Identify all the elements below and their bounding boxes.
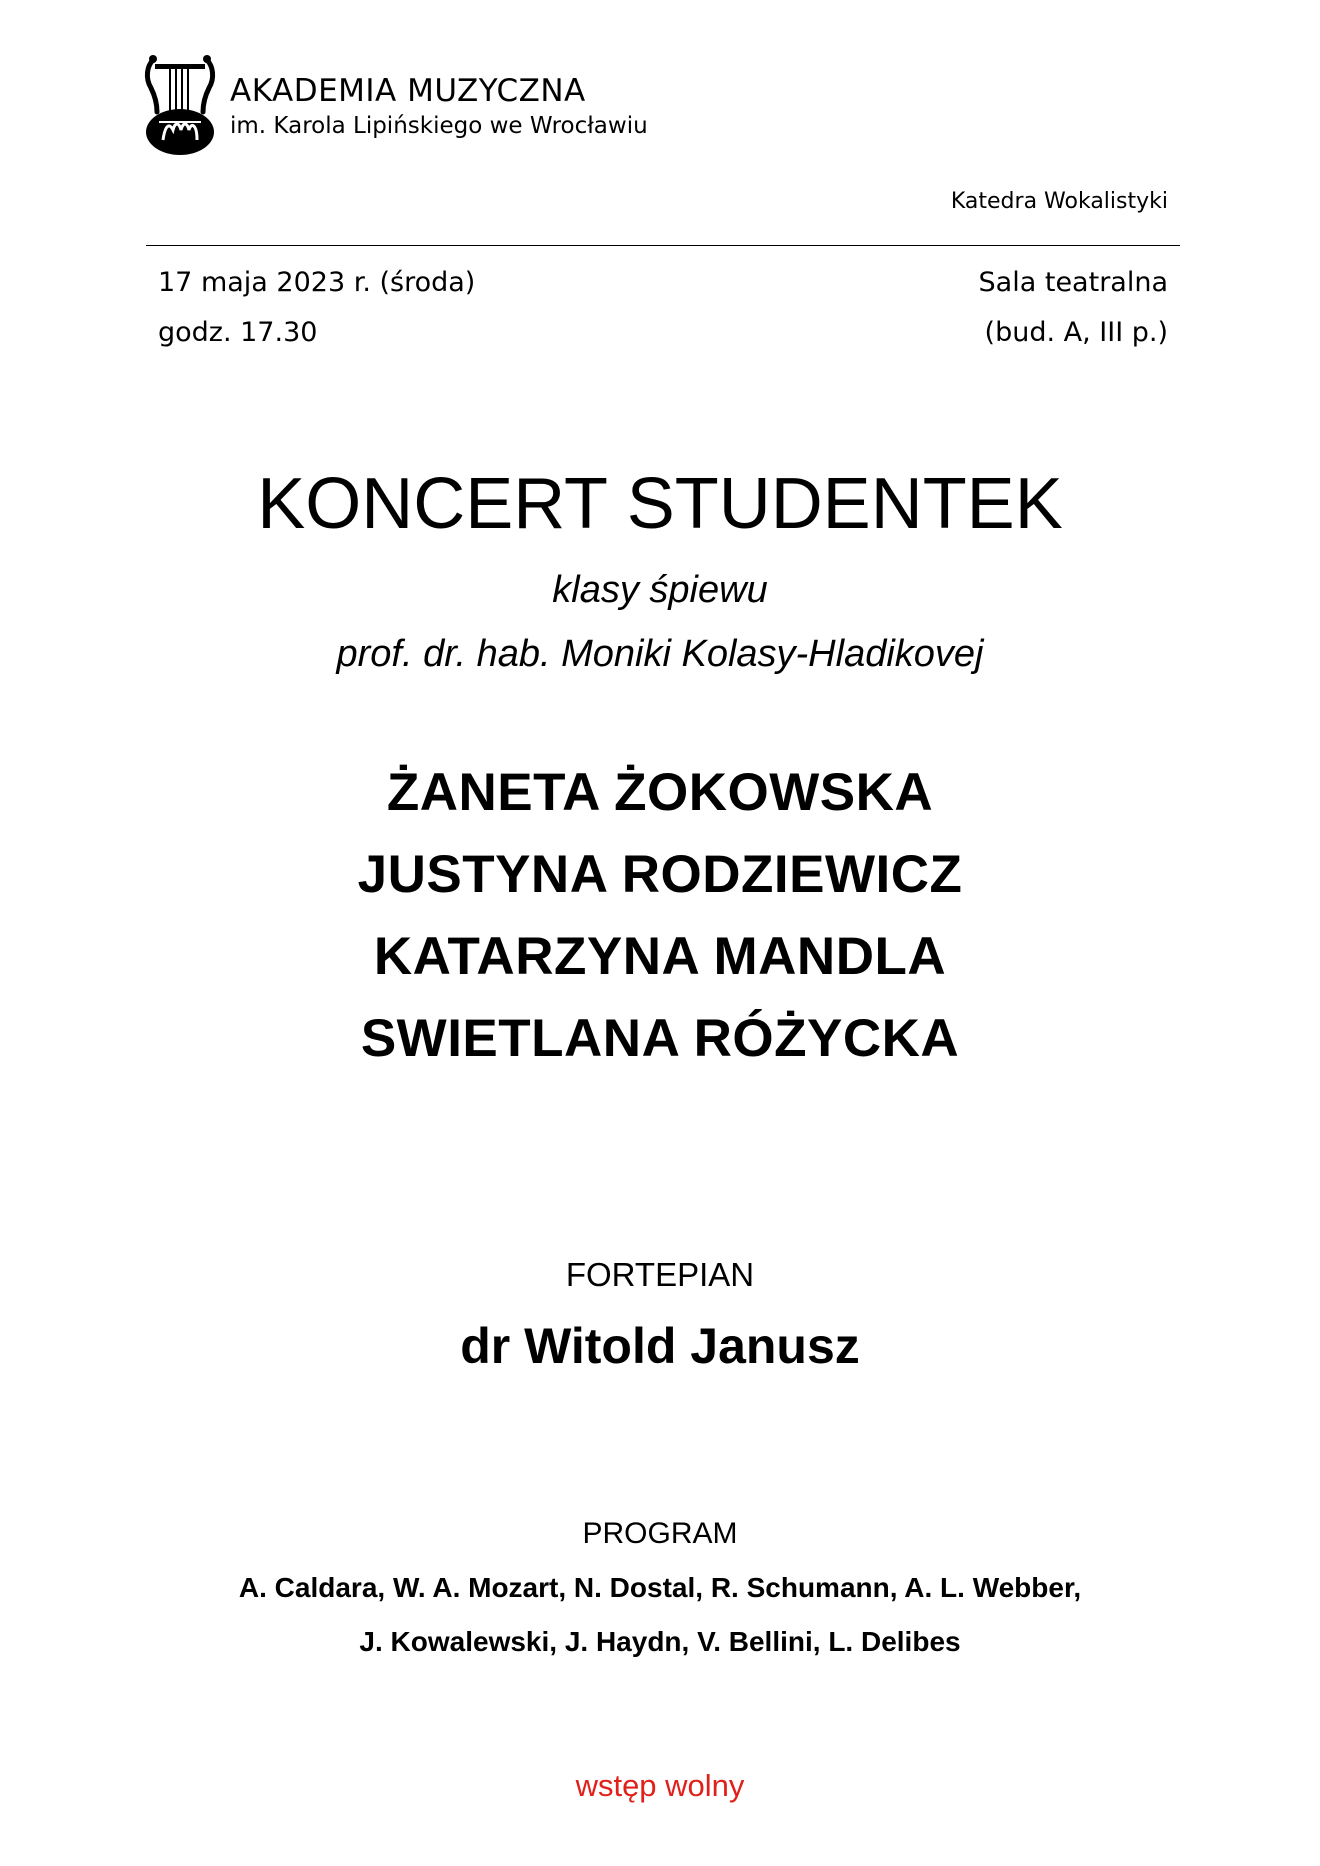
program-composers-line: J. Kowalewski, J. Haydn, V. Bellini, L. Delibes	[359, 1626, 961, 1657]
program-label: PROGRAM	[582, 1517, 738, 1550]
performer-name: KATARZYNA MANDLA	[373, 927, 947, 986]
academy-name: AKADEMIA MUZYCZNA	[230, 73, 586, 109]
event-hall: Sala teatralna	[978, 267, 1168, 298]
concert-subtitle-class: klasy śpiewu	[552, 569, 768, 611]
performer-name: SWIETLANA RÓŻYCKA	[360, 1009, 960, 1068]
performer-name: JUSTYNA RODZIEWICZ	[357, 845, 963, 904]
admission-note: wstęp wolny	[575, 1768, 745, 1803]
pianist-name: dr Witold Janusz	[460, 1318, 860, 1374]
academy-subtitle: im. Karola Lipińskiego we Wrocławiu	[230, 113, 648, 139]
header-divider	[146, 245, 1180, 246]
concert-title: KONCERT STUDENTEK	[257, 464, 1063, 544]
event-time: godz. 17.30	[158, 317, 318, 348]
concert-subtitle-professor: prof. dr. hab. Moniki Kolasy-Hladikovej	[336, 633, 984, 675]
lyre-logo-icon	[143, 52, 217, 156]
event-date: 17 maja 2023 r. (środa)	[158, 267, 476, 298]
program-composers-line: A. Caldara, W. A. Mozart, N. Dostal, R. Schumann, A. L. Webber,	[238, 1572, 1082, 1603]
piano-label: FORTEPIAN	[565, 1256, 755, 1293]
department-name: Katedra Wokalistyki	[950, 189, 1168, 214]
performer-name: ŻANETA ŻOKOWSKA	[386, 763, 934, 822]
performer-list	[0, 752, 1320, 1080]
event-building: (bud. A, III p.)	[984, 317, 1168, 348]
